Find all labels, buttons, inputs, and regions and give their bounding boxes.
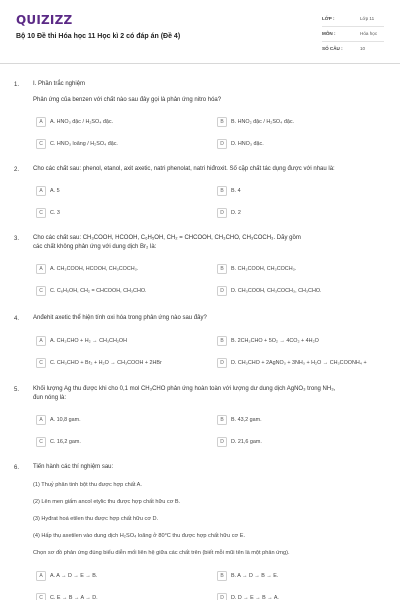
option-letter-box: B bbox=[217, 117, 227, 127]
option-a[interactable] bbox=[36, 264, 210, 275]
statement-3: (3) Hyđrat hoá etilen thu được hợp chất hữu cơ D. bbox=[33, 516, 159, 522]
option-c[interactable] bbox=[36, 437, 210, 448]
option-letter-box: A bbox=[36, 571, 46, 581]
option-d[interactable] bbox=[217, 286, 391, 297]
question-prompt: Chọn sơ đồ phản ứng đúng biểu diễn mối liên hệ giữa các chất trên (biết mỗi mũi tên là một phản ứng). bbox=[33, 550, 290, 556]
option-letter-box: B bbox=[217, 571, 227, 581]
option-c[interactable] bbox=[36, 593, 210, 600]
question-text: Tiến hành các thí nghiệm sau: bbox=[33, 464, 114, 470]
class-label: LỚP : bbox=[322, 16, 335, 21]
option-b[interactable] bbox=[217, 336, 391, 347]
question-text: Cho các chất sau: CH₃COOH, HCOOH, C₆H₅OH, CH₂ = CHCOOH, CH₃CHO, CH₃COCH₃. Dãy gồm bbox=[33, 235, 301, 241]
option-letter-box: C bbox=[36, 139, 46, 149]
option-d[interactable] bbox=[217, 593, 391, 600]
option-letter-box: C bbox=[36, 358, 46, 368]
option-letter-box: B bbox=[217, 186, 227, 196]
question-number: 4. bbox=[14, 316, 20, 322]
option-text: C. CH₃CHO + Br₂ + H₂O → CH₃COOH + 2HBr bbox=[50, 360, 162, 366]
question-count-label: SỐ CÂU : bbox=[322, 46, 343, 51]
option-text: A. CH₃COOH, HCOOH, CH₃COCH₃. bbox=[50, 266, 139, 272]
question-text-continued: các chất không phản ứng với dung dịch Br₂ là: bbox=[33, 244, 157, 250]
option-c[interactable] bbox=[36, 139, 210, 150]
option-letter-box: B bbox=[217, 415, 227, 425]
option-text: A. 5 bbox=[50, 188, 60, 194]
statement-1: (1) Thuỷ phân tinh bột thu được hợp chất A. bbox=[33, 482, 142, 488]
option-d[interactable] bbox=[217, 437, 391, 448]
option-text: D. D → E → B → A. bbox=[231, 595, 279, 600]
question-text: Khối lượng Ag thu được khi cho 0,1 mol CH₃CHO phản ứng hoàn toàn với lượng dư dung dịch AgNO₃ trong NH₃, bbox=[33, 386, 336, 392]
option-d[interactable] bbox=[217, 139, 391, 150]
option-letter-box: A bbox=[36, 117, 46, 127]
option-text: D. CH₃CHO + 2AgNO₃ + 3NH₃ + H₂O → CH₃COONH₄ + bbox=[231, 360, 367, 366]
option-text: C. HNO₃ loãng / H₂SO₄ đặc. bbox=[50, 141, 118, 147]
question-text: Phản ứng của benzen với chất nào sau đây gọi là phản ứng nitro hóa? bbox=[33, 97, 222, 103]
option-text: D. CH₃COOH, CH₃COCH₃, CH₃CHO. bbox=[231, 288, 322, 294]
option-text: C. 16,2 gam. bbox=[50, 439, 81, 445]
option-text: D. HNO₃ đặc. bbox=[231, 141, 264, 147]
option-letter-box: A bbox=[36, 415, 46, 425]
option-letter-box: B bbox=[217, 264, 227, 274]
worksheet-header bbox=[0, 0, 400, 64]
option-text: D. 21,6 gam. bbox=[231, 439, 262, 445]
section-heading: I. Phần trắc nghiệm bbox=[33, 81, 86, 87]
option-a[interactable] bbox=[36, 186, 210, 197]
question-number: 2. bbox=[14, 167, 20, 173]
option-a[interactable] bbox=[36, 415, 210, 426]
option-letter-box: C bbox=[36, 593, 46, 600]
option-letter-box: C bbox=[36, 437, 46, 447]
question-number: 6. bbox=[14, 465, 20, 471]
option-c[interactable] bbox=[36, 208, 210, 219]
option-text: B. 2CH₃CHO + 5O₂ → 4CO₂ + 4H₂O bbox=[231, 338, 319, 344]
option-d[interactable] bbox=[217, 358, 391, 369]
question-number: 3. bbox=[14, 236, 20, 242]
option-letter-box: C bbox=[36, 286, 46, 296]
option-text: A. CH₃CHO + H₂ → CH₃CH₂OH bbox=[50, 338, 128, 344]
worksheet-title: Bộ 10 Đề thi Hóa học 11 Học kì 2 có đáp án (Đề 4) bbox=[16, 33, 181, 40]
option-b[interactable] bbox=[217, 117, 391, 128]
question-text-continued: đun nóng là: bbox=[33, 395, 67, 401]
option-letter-box: D bbox=[217, 358, 227, 368]
question-text: Cho các chất sau: phenol, etanol, axit axetic, natri phenolat, natri hiđroxit. Số cặp chất tác dụng được với nhau là: bbox=[33, 166, 335, 172]
class-value: Lớp 11 bbox=[360, 16, 375, 21]
option-letter-box: D bbox=[217, 208, 227, 218]
option-text: B. CH₃COOH, CH₃COCH₃. bbox=[231, 266, 297, 272]
option-text: A. HNO₃ đặc / H₂SO₄ đặc. bbox=[50, 119, 114, 125]
divider bbox=[322, 26, 384, 27]
divider bbox=[322, 41, 384, 42]
option-text: A. A → D → E → B. bbox=[50, 573, 98, 579]
option-text: B. 43,2 gam. bbox=[231, 417, 262, 423]
option-a[interactable] bbox=[36, 117, 210, 128]
statement-2: (2) Lên men giấm ancol etylic thu được hợp chất hữu cơ B. bbox=[33, 499, 181, 505]
option-text: C. 3 bbox=[50, 210, 60, 216]
subject-label: MÔN : bbox=[322, 31, 336, 36]
option-letter-box: D bbox=[217, 139, 227, 149]
option-b[interactable] bbox=[217, 264, 391, 275]
option-b[interactable] bbox=[217, 415, 391, 426]
option-letter-box: D bbox=[217, 593, 227, 600]
question-number: 5. bbox=[14, 387, 20, 393]
option-letter-box: A bbox=[36, 264, 46, 274]
option-letter-box: D bbox=[217, 437, 227, 447]
option-text: B. 4 bbox=[231, 188, 241, 194]
option-a[interactable] bbox=[36, 336, 210, 347]
option-letter-box: B bbox=[217, 336, 227, 346]
question-count-value: 10 bbox=[360, 46, 366, 51]
option-c[interactable] bbox=[36, 286, 210, 297]
option-text: D. 2 bbox=[231, 210, 241, 216]
option-letter-box: A bbox=[36, 336, 46, 346]
option-b[interactable] bbox=[217, 571, 391, 582]
option-text: B. HNO₂ đặc / H₂SO₄ đặc. bbox=[231, 119, 295, 125]
question-text: Anđehit axetic thể hiện tính oxi hóa trong phản ứng nào sau đây? bbox=[33, 315, 207, 321]
option-c[interactable] bbox=[36, 358, 210, 369]
option-text: C. E → B → A → D. bbox=[50, 595, 98, 600]
option-text: B. A → D → B → E. bbox=[231, 573, 279, 579]
option-d[interactable] bbox=[217, 208, 391, 219]
option-text: C. C₆H₅OH, CH₂ = CHCOOH, CH₃CHO. bbox=[50, 288, 147, 294]
option-a[interactable] bbox=[36, 571, 210, 582]
option-text: A. 10,8 gam. bbox=[50, 417, 81, 423]
option-letter-box: A bbox=[36, 186, 46, 196]
question-number: 1. bbox=[14, 82, 20, 88]
statement-4: (4) Hấp thụ axetilen vào dung dịch H₂SO₄ loãng ở 80°C thu được hợp chất hữu cơ E. bbox=[33, 533, 246, 539]
option-b[interactable] bbox=[217, 186, 391, 197]
option-letter-box: D bbox=[217, 286, 227, 296]
quizizz-logo: QUIZIZZ bbox=[16, 13, 73, 27]
subject-value: Hóa học bbox=[360, 31, 378, 36]
option-letter-box: C bbox=[36, 208, 46, 218]
